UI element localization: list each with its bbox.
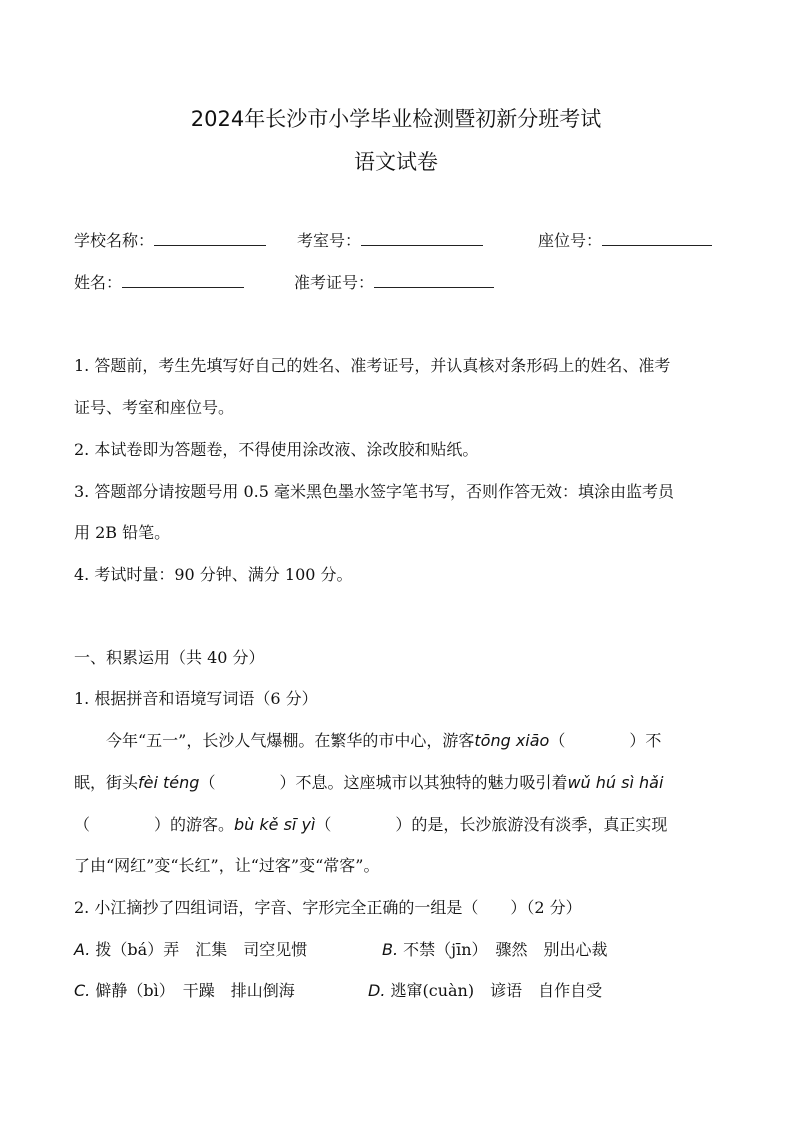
option-a-letter: A. [74,940,91,959]
school-field [74,230,266,252]
section-heading: 一、积累运用（共 40 分） [74,648,265,667]
option-d-letter: D. [368,981,386,1000]
passage-line-2 [74,772,663,794]
pinyin-tongxiao: tōng xiāo [474,731,550,750]
exam-title: 2024年长沙市小学毕业检测暨初新分班考试 [190,107,602,131]
option-a-text: 拨（bá）弄 汇集 司空见惯 [95,940,308,959]
option-b-letter: B. [382,940,399,959]
ticket-field [294,272,494,294]
ticket-blank[interactable] [374,273,494,288]
answer-blank-4[interactable]: （ ）的是，长沙旅游没有淡季，真正实现 [315,815,668,834]
instruction-3b: 用 2B 铅笔。 [74,523,171,542]
passage-text: 眠，街头 [74,773,139,792]
name-blank[interactable] [122,273,244,288]
option-c[interactable] [74,980,295,1002]
option-b[interactable] [382,939,608,961]
name-label: 姓名： [74,273,123,292]
option-b-text: 不禁（jīn） 骤然 别出心裁 [403,940,608,959]
name-field [74,272,244,294]
option-d[interactable] [368,980,602,1002]
exam-subtitle: 语文试卷 [354,150,438,174]
instruction-2: 2. 本试卷即为答题卷，不得使用涂改液、涂改胶和贴纸。 [74,440,479,459]
option-c-letter: C. [74,981,91,1000]
pinyin-bukesiyi: bù kě sī yì [234,815,316,834]
seat-label: 座位号： [538,231,603,250]
question-1-title: 1. 根据拼音和语境写词语（6 分） [74,689,318,708]
option-a[interactable] [74,939,307,961]
room-label: 考室号： [297,231,362,250]
passage-line-1 [106,730,661,752]
seat-field [538,230,712,252]
option-c-text: 僻静（bì） 干躁 排山倒海 [95,981,295,1000]
passage-line-3 [74,814,667,836]
school-blank[interactable] [154,231,266,246]
ticket-label: 准考证号： [294,273,375,292]
option-d-text: 逃窜(cuàn) 谚语 自作自受 [390,981,603,1000]
answer-blank-3[interactable]: （ ）的游客。 [74,815,235,834]
passage-line-4: 了由“网红”变“长红”，让“过客”变“常客”。 [74,856,380,875]
instruction-1b: 证号、考室和座位号。 [74,398,235,417]
seat-blank[interactable] [602,231,712,246]
room-field [297,230,483,252]
school-label: 学校名称： [74,231,155,250]
answer-blank-2[interactable]: （ ）不息。这座城市以其独特的魅力吸引着 [199,773,568,792]
instruction-1a: 1. 答题前，考生先填写好自己的姓名、准考证号，并认真核对条形码上的姓名、准考 [74,356,671,375]
passage-text: 今年“五一”，长沙人气爆棚。在繁华的市中心，游客 [106,731,475,750]
room-blank[interactable] [361,231,483,246]
answer-blank-1[interactable]: （ ）不 [549,731,662,750]
question-2-title: 2. 小江摘抄了四组词语，字音、字形完全正确的一组是（ ）（2 分） [74,898,582,917]
pinyin-wuhusihai: wǔ hú sì hǎi [567,773,664,792]
instruction-4: 4. 考试时量：90 分钟、满分 100 分。 [74,565,353,584]
instruction-3a: 3. 答题部分请按题号用 0.5 毫米黑色墨水签字笔书写，否则作答无效：填涂由监考员 [74,482,674,501]
pinyin-feiteng: fèi téng [138,773,200,792]
